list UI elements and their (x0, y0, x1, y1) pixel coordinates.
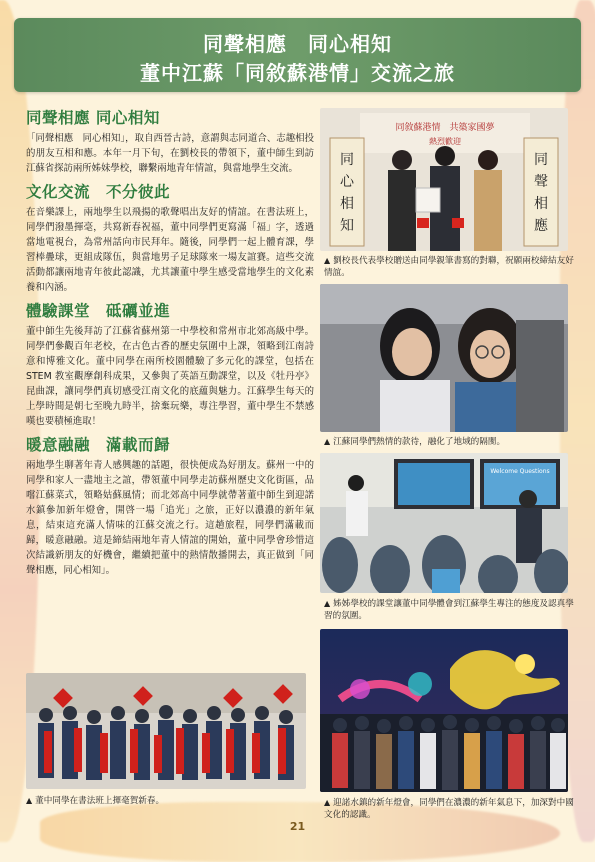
triangle-icon: ▲ (324, 437, 331, 446)
photo-students-warmth (320, 284, 568, 432)
section-paragraph: 在音樂課上，兩地學生以飛揚的歌聲唱出友好的情誼。在書法班上，同學們潑墨揮毫，共寫新春祝福，董中同學們更寫滿「福」字，透過當地電視台，為常州話向市民拜年。隨後，同學們一起上體育課，學習棒疊球，更組成隊伍，與當地男子足球隊來一場友誼賽。這些交流活動都讓兩地青年彼此認識，尤其讓董中學生感受當地學生的文化素養和內涵。 (26, 207, 314, 293)
triangle-icon: ▲ (26, 796, 33, 805)
section-4 (26, 435, 314, 578)
svg-text:心: 心 (340, 174, 354, 190)
section-paragraph: 「同聲相應 同心相知」，取自西晉古詩，意謂與志同道合、志趣相投的朋友互相和應。本年一月下旬，在劉校長的帶領下，董中師生到訪江蘇省探訪兩所姊妹學校，聯繫兩地青年情誼，與當地學生交流。 (26, 133, 314, 174)
photo-calligraphy-class (26, 673, 306, 789)
lantern-festival-image (320, 629, 568, 792)
svg-text:應: 應 (534, 218, 548, 234)
triangle-icon: ▲ (324, 256, 331, 265)
svg-text:相: 相 (534, 196, 548, 212)
calligraphy-group-image (26, 673, 306, 789)
photo-lantern-festival (320, 629, 568, 792)
section-paragraph: 兩地學生聊著年青人感興趣的話題，很快便成為好朋友。蘇州一中的同學和家人一盡地主之誼，帶領董中同學走訪蘇州歷史文化街區，品嚐江蘇菜式，領略姑蘇風情；而北郊高中同學就帶著董中師生到迎諾水鎮參加新年燈會，開啓一場「追光」之旅，正好以濃濃的新年氣息，結束這充滿人情味的江蘇交流之行。這趟旅程，同學們滿載而歸，暖意融融。這是締結兩地年青人情誼的開始，董中同學會珍惜這次結識新朋友的好機會，繼續把董中的熱情散播開去，真正做到「同聲相應，同心相知」。 (26, 460, 314, 576)
triangle-icon: ▲ (324, 798, 331, 807)
title-banner (14, 18, 581, 92)
section-heading: 同聲相應 同心相知 (26, 109, 160, 127)
section-3 (26, 301, 314, 429)
svg-text:聲: 聲 (534, 174, 548, 190)
svg-text:知: 知 (340, 218, 354, 234)
section-heading: 體驗課堂 砥礪並進 (26, 302, 171, 320)
section-heading: 暖意融融 滿載而歸 (26, 436, 171, 454)
section-paragraph: 董中師生先後拜訪了江蘇省蘇州第一中學校和常州市北郊高級中學。同學們參觀百年老校，在古色古香的歷史氛圍中上課，領略到江南詩意和博雅文化。董中同學在兩所校園體驗了多元化的課堂，包括在 STEM 教室觀摩創科成果，又參與了英語互動課堂，以及《牡丹亭》昆曲課，讓同學們真切感受江南文化的底蘊與魅力。江蘇學生每天的上學時間是朝七至晚九時半，捨棄玩樂，專注學習，董中學生不禁感嘆也要積極進取！ (26, 326, 314, 427)
couplet-presentation-image (320, 108, 568, 251)
photo-banner-subtext: 熱烈歡迎 (429, 137, 461, 146)
section-1 (26, 108, 314, 176)
page-number: 21 (289, 820, 306, 833)
svg-text:相: 相 (340, 196, 354, 212)
title-line-2: 董中江蘇「同敘蘇港情」交流之旅 (140, 61, 455, 85)
photo-banner-text: 同敘蘇港情 共築家國夢 (395, 123, 495, 133)
slide-title: Welcome Questions (490, 468, 550, 475)
svg-text:同: 同 (340, 152, 354, 168)
triangle-icon: ▲ (324, 599, 331, 608)
caption-principal: ▲ 劉校長代表學校贈送由同學親筆書寫的對聯，祝願兩校締結友好情誼。 (324, 256, 574, 278)
title-line-1: 同聲相應 同心相知 (203, 32, 392, 56)
classroom-image (320, 453, 568, 593)
section-heading: 文化交流 不分彼此 (26, 183, 171, 201)
section-2 (26, 182, 314, 295)
caption-classroom: ▲ 姊姊學校的課堂讓董中同學體會到江蘇學生專注的態度及認真學習的氛圍。 (324, 599, 574, 621)
caption-lantern: ▲ 迎諾水鎮的新年燈會，同學們在濃濃的新年氣息下，加深對中國文化的認識。 (324, 798, 574, 820)
caption-students: ▲ 江蘇同學們熱情的款待，融化了地域的隔閡。 (324, 437, 506, 447)
svg-text:同: 同 (534, 152, 548, 168)
photo-classroom (320, 453, 568, 593)
article-body (26, 108, 314, 584)
students-gesture-image (320, 284, 568, 432)
caption-calligraphy: ▲ 董中同學在書法班上揮毫賀新春。 (26, 796, 165, 806)
photo-principal-couplets (320, 108, 568, 251)
